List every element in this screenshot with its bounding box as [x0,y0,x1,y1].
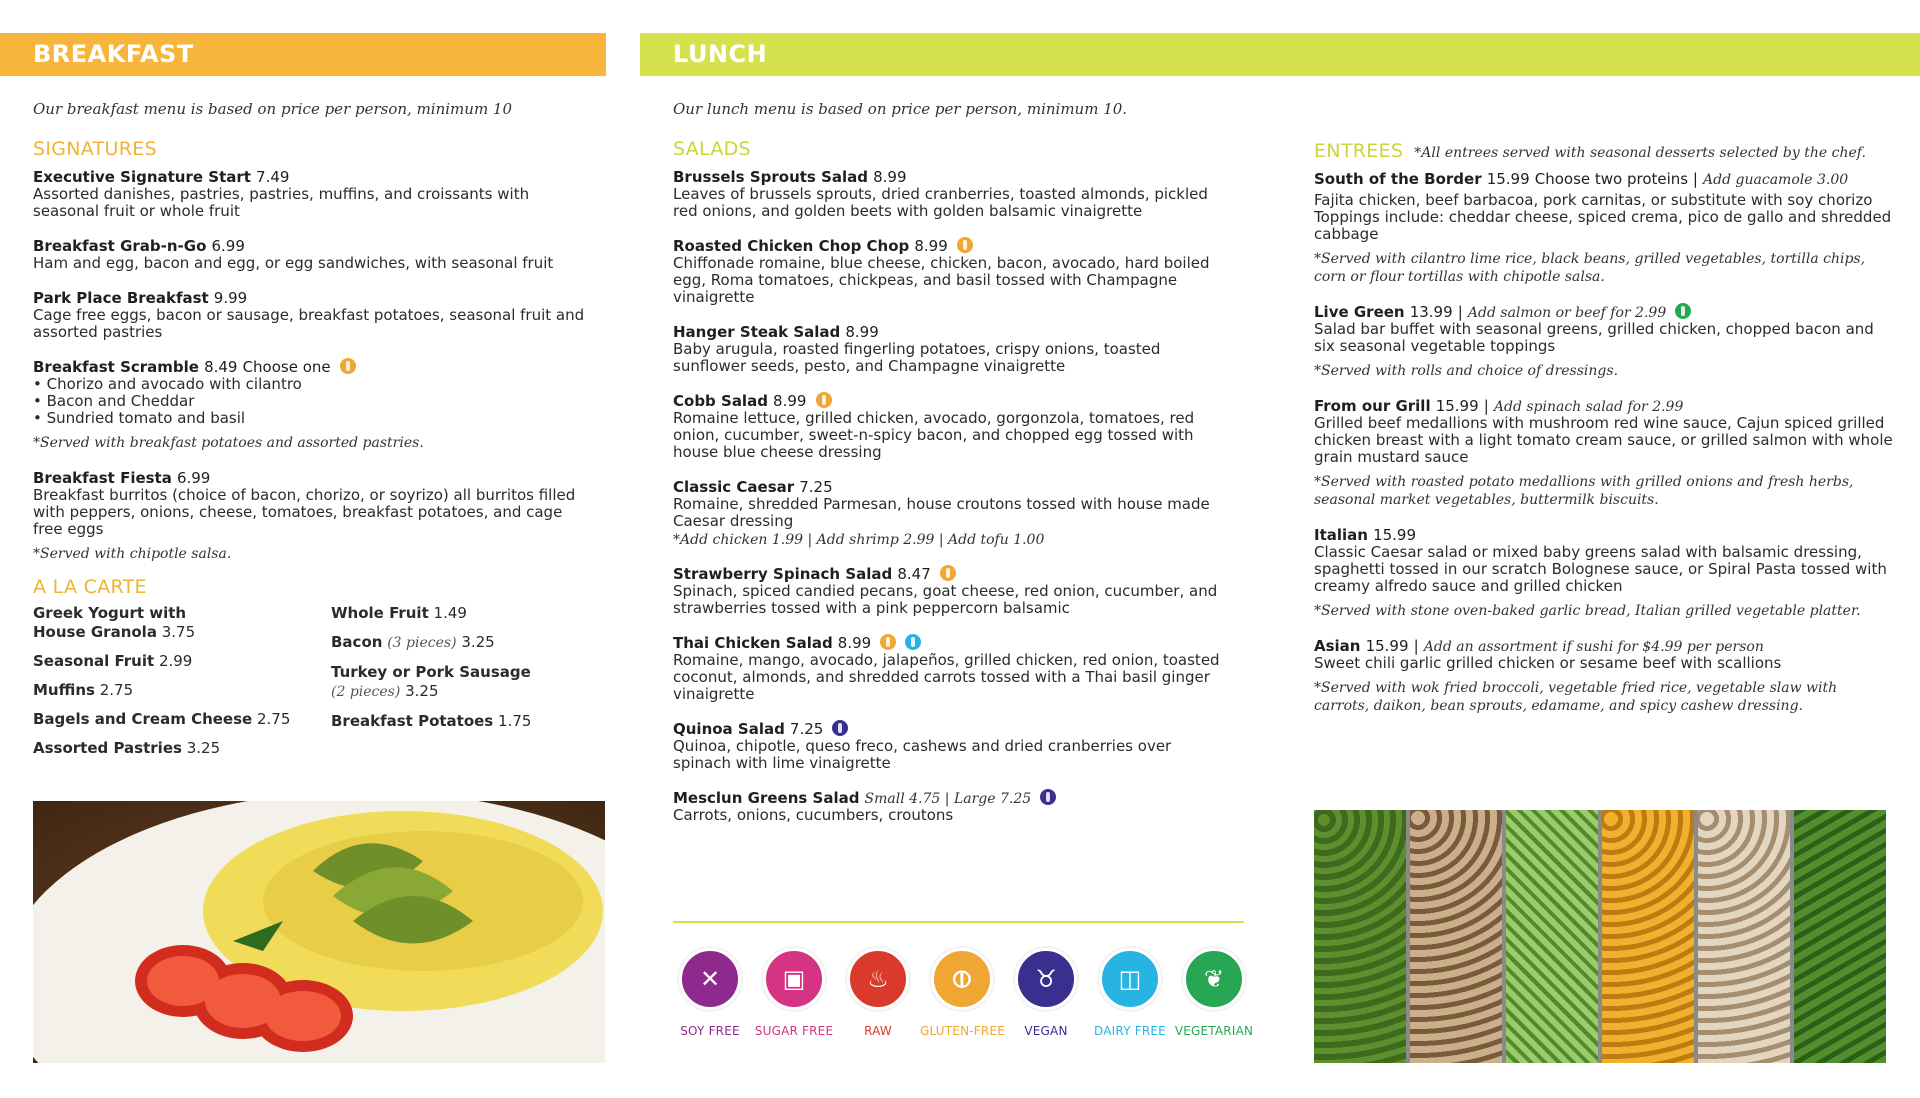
item-option: • Chorizo and avocado with cilantro [33,375,302,393]
vegetarian-icon [1675,303,1691,319]
item-name: Strawberry Spinach Salad [673,565,893,583]
menu-item [1314,169,1894,286]
alacarte-item [33,710,323,729]
item-option: • Bacon and Cheddar [33,392,195,410]
item-desc: Cage free eggs, bacon or sausage, breakfast potatoes, seasonal fruit and assorted pastries [33,306,585,341]
item-name: Assorted Pastries [33,739,182,757]
gluten-free-icon [880,634,896,650]
item-option: • Sundried tomato and basil [33,409,246,427]
item-price: 13.99 [1409,303,1453,321]
breakfast-column [33,100,593,563]
item-price: 8.99 [845,323,879,341]
item-name: Italian [1314,526,1368,544]
entrees-list [1314,169,1894,715]
item-option: Choose two proteins | [1534,170,1698,188]
legend-raw [836,948,920,1038]
item-price: 9.99 [213,289,248,307]
item-served: *Served with chipotle salsa. [33,546,232,562]
salad-bar-photo [1314,810,1886,1063]
item-served: *Served with cilantro lime rice, black beans, grilled vegetables, tortilla chips, corn or flour tortillas with chipotle salsa. [1314,251,1866,285]
item-price: 8.99 [837,634,872,652]
menu-item [33,468,593,563]
item-separator: | [1413,637,1419,655]
item-name: Turkey or Pork Sausage [331,663,531,681]
vegan-icon [832,720,848,736]
item-price: 3.25 [461,633,495,651]
item-name: Breakfast Potatoes [331,712,494,730]
item-name: Park Place Breakfast [33,289,209,307]
item-name: Whole Fruit [331,604,429,622]
item-name: Breakfast Scramble [33,358,199,376]
menu-item [33,357,593,452]
legend-label: VEGAN [1024,1024,1068,1038]
item-name: Quinoa Salad [673,720,785,738]
menu-item [673,633,1233,703]
item-name: Breakfast Grab-n-Go [33,237,207,255]
sugar-free-icon: ▣ [763,948,825,1010]
legend-soy-free [668,948,752,1038]
item-desc: Romaine lettuce, grilled chicken, avocado, gorgonzola, tomatoes, red onion, cucumber, sweet-n-spicy bacon, and chopped egg tossed with house blue cheese dressing [673,409,1195,461]
menu-item [673,788,1233,824]
item-name: Live Green [1314,303,1405,321]
salads-list [673,167,1233,824]
alacarte-item [33,652,323,671]
item-portion: (2 pieces) [331,684,401,700]
dairy-free-icon: ◫ [1099,948,1161,1010]
menu-item [33,288,593,341]
item-price: 15.99 [1486,170,1530,188]
item-price: 7.25 [789,720,824,738]
item-price: 15.99 [1373,526,1417,544]
item-price: 3.25 [186,739,221,757]
chicken-strip [1410,810,1506,1063]
item-name: Classic Caesar [673,478,795,496]
item-name: Bagels and Cream Cheese [33,710,253,728]
cucumber-strip [1506,810,1602,1063]
breakfast-intro: Our breakfast menu is based on price per person, minimum 10 [33,100,513,118]
lunch-header: LUNCH [640,33,1920,76]
menu-item [33,236,593,272]
item-price: 8.99 [873,168,907,186]
legend-vegan [1004,948,1088,1038]
item-name: Roasted Chicken Chop Chop [673,237,910,255]
item-desc: Ham and egg, bacon and egg, or egg sandwiches, with seasonal fruit [33,254,554,272]
alacarte-item [33,681,323,700]
vegan-icon [1040,789,1056,805]
item-separator: | [1457,303,1463,321]
legend-divider [673,921,1244,923]
item-price: 1.75 [498,712,532,730]
menu-item [1314,302,1894,380]
menu-item [1314,396,1894,509]
item-desc: Grilled beef medallions with mushroom red wine sauce, Cajun spiced grilled chicken breast with a light tomato cream sauce, or grilled salmon with whole grain mustard sauce [1314,414,1893,466]
item-portion: (3 pieces) [387,635,457,651]
legend-label: DAIRY FREE [1094,1024,1166,1038]
menu-item [673,167,1233,220]
omelet-photo [33,801,605,1063]
signatures-title: SIGNATURES [33,138,157,160]
item-price: 3.75 [161,623,196,641]
alacarte-item [331,712,591,731]
menu-item [673,564,1233,617]
legend-label: SOY FREE [680,1024,740,1038]
item-desc: Spinach, spiced candied pecans, goat cheese, red onion, cucumber, and strawberries tossed with a pink peppercorn balsamic [673,582,1218,617]
item-name: South of the Border [1314,170,1482,188]
item-price: 7.25 [799,478,833,496]
alacarte-item [331,633,591,653]
vegetarian-icon: ❦ [1183,948,1245,1010]
item-price: 15.99 [1365,637,1409,655]
item-price: 6.99 [176,469,211,487]
gluten-free-icon [957,237,973,253]
vegan-icon: ♉ [1015,948,1077,1010]
alacarte-right [331,604,591,741]
item-name: Muffins [33,681,95,699]
item-name: Executive Signature Start [33,168,251,186]
item-desc: Breakfast burritos (choice of bacon, chorizo, or soyrizo) all burritos filled with peppers, onions, cheese, tomatoes, breakfast potatoes, and cage free eggs [33,486,576,538]
legend-label: SUGAR FREE [754,1024,834,1038]
item-price: 6.99 [211,237,245,255]
breakfast-header: BREAKFAST [0,33,606,76]
diet-legend [668,948,1256,1038]
item-desc: Romaine, shredded Parmesan, house croutons tossed with house made Caesar dressing [673,495,1210,530]
menu-item [1314,525,1894,620]
item-addon: Add guacamole 3.00 [1703,172,1849,188]
item-price: 8.49 [204,358,238,376]
alacarte-left [33,604,323,768]
legend-label: GLUTEN-FREE [920,1024,1005,1038]
item-price: 2.75 [257,710,291,728]
tofu-strip [1698,810,1794,1063]
legend-dairy-free [1088,948,1172,1038]
gluten-free-icon [340,358,356,374]
item-name: Brussels Sprouts Salad [673,168,868,186]
item-separator: | [1483,397,1489,415]
item-name: Greek Yogurt with [33,604,187,622]
item-served: *Served with roasted potato medallions with grilled onions and fresh herbs, seasonal market vegetables, buttermilk biscuits. [1314,474,1854,508]
legend-label: VEGETARIAN [1174,1024,1254,1038]
item-price: 8.99 [914,237,948,255]
gluten-free-icon [940,565,956,581]
menu-item [673,477,1233,548]
item-addon: Add an assortment if sushi for $4.99 per person [1423,639,1764,655]
alacarte-title: A LA CARTE [33,576,147,598]
item-desc: Carrots, onions, cucumbers, croutons [673,806,954,824]
raw-icon: ♨ [847,948,909,1010]
item-addon: Add salmon or beef for 2.99 [1467,305,1667,321]
menu-item [673,236,1233,306]
alacarte-item [33,739,323,758]
squash-strip [1602,810,1698,1063]
soy-free-icon: ✕ [679,948,741,1010]
entrees-note: *All entrees served with seasonal desserts selected by the chef. [1414,145,1866,161]
item-served: *Served with wok fried broccoli, vegetable fried rice, vegetable slaw with carrots, daikon, bean sprouts, edamame, and spicy cashew dressing. [1314,680,1838,714]
item-served: *Served with breakfast potatoes and assorted pastries. [33,435,424,451]
item-note: Choose one [242,358,331,376]
legend-gluten-free [920,948,1004,1038]
item-name: Cobb Salad [673,392,768,410]
item-name: From our Grill [1314,397,1431,415]
item-name: House Granola [33,623,157,641]
item-price: 8.47 [897,565,931,583]
menu-item [33,167,593,220]
salads-column [673,100,1233,824]
entrees-title: ENTREES [1314,140,1404,162]
item-name: Thai Chicken Salad [673,634,833,652]
item-name: Seasonal Fruit [33,652,155,670]
item-desc: Fajita chicken, beef barbacoa, pork carnitas, or substitute with soy chorizo Toppings include: cheddar cheese, spiced crema, pico de gallo and shredded cabbage [1314,191,1892,243]
item-desc: Chiffonade romaine, blue cheese, chicken, bacon, avocado, hard boiled egg, Roma tomatoes, chickpeas, and basil tossed with Champagne vinaigrette [673,254,1210,306]
menu-item [673,719,1233,772]
item-desc: Baby arugula, roasted fingerling potatoes, crispy onions, toasted sunflower seeds, pesto, and Champagne vinaigrette [673,340,1161,375]
item-desc: Sweet chili garlic grilled chicken or sesame beef with scallions [1314,654,1782,672]
item-desc: Leaves of brussels sprouts, dried cranberries, toasted almonds, pickled red onions, and golden beets with golden balsamic vinaigrette [673,185,1208,220]
item-served: *Served with stone oven-baked garlic bread, Italian grilled vegetable platter. [1314,603,1861,619]
gluten-free-icon: ⦶ [931,948,993,1010]
legend-label: RAW [864,1024,892,1038]
gluten-free-icon [816,392,832,408]
item-price: 15.99 [1435,397,1479,415]
item-desc: Quinoa, chipotle, queso freco, cashews and dried cranberries over spinach with lime vinaigrette [673,737,1172,772]
lunch-intro: Our lunch menu is based on price per person, minimum 10. [673,100,1128,118]
item-note: Small 4.75 | Large 7.25 [864,791,1032,807]
alacarte-item [331,663,591,702]
item-price: 1.49 [433,604,467,622]
legend-vegetarian [1172,948,1256,1038]
item-addon: Add spinach salad for 2.99 [1493,399,1684,415]
item-name: Breakfast Fiesta [33,469,172,487]
entrees-column [1314,140,1894,715]
item-addons: *Add chicken 1.99 | Add shrimp 2.99 | Add tofu 1.00 [673,532,1045,548]
item-price: 7.49 [256,168,290,186]
item-name: Bacon [331,633,383,651]
alacarte-item [33,604,323,642]
item-price: 2.75 [99,681,134,699]
item-name: Hanger Steak Salad [673,323,841,341]
alacarte-item [331,604,591,623]
menu-item [673,391,1233,461]
signatures-list [33,167,593,563]
item-desc: Romaine, mango, avocado, jalapeños, grilled chicken, red onion, toasted coconut, almonds, and shredded carrots tossed with a Thai basil ginger vinaigrette [673,651,1220,703]
menu-item [673,322,1233,375]
greens-strip [1794,810,1886,1063]
menu-item [1314,636,1894,715]
salads-title: SALADS [673,138,751,160]
item-price: 3.25 [405,682,439,700]
item-served: *Served with rolls and choice of dressings. [1314,363,1619,379]
item-name: Mesclun Greens Salad [673,789,860,807]
legend-sugar-free [752,948,836,1038]
dairy-free-icon [905,634,921,650]
item-desc: Classic Caesar salad or mixed baby greens salad with balsamic dressing, spaghetti tossed in our scratch Bolognese sauce, or Spiral Pasta tossed with creamy alfredo sauce and grilled chicken [1314,543,1887,595]
item-name: Asian [1314,637,1361,655]
item-desc: Assorted danishes, pastries, pastries, muffins, and croissants with seasonal fruit or whole fruit [33,185,530,220]
item-price: 2.99 [158,652,193,670]
item-price: 8.99 [773,392,807,410]
edamame-strip [1314,810,1410,1063]
item-desc: Salad bar buffet with seasonal greens, grilled chicken, chopped bacon and six seasonal vegetable toppings [1314,320,1874,355]
